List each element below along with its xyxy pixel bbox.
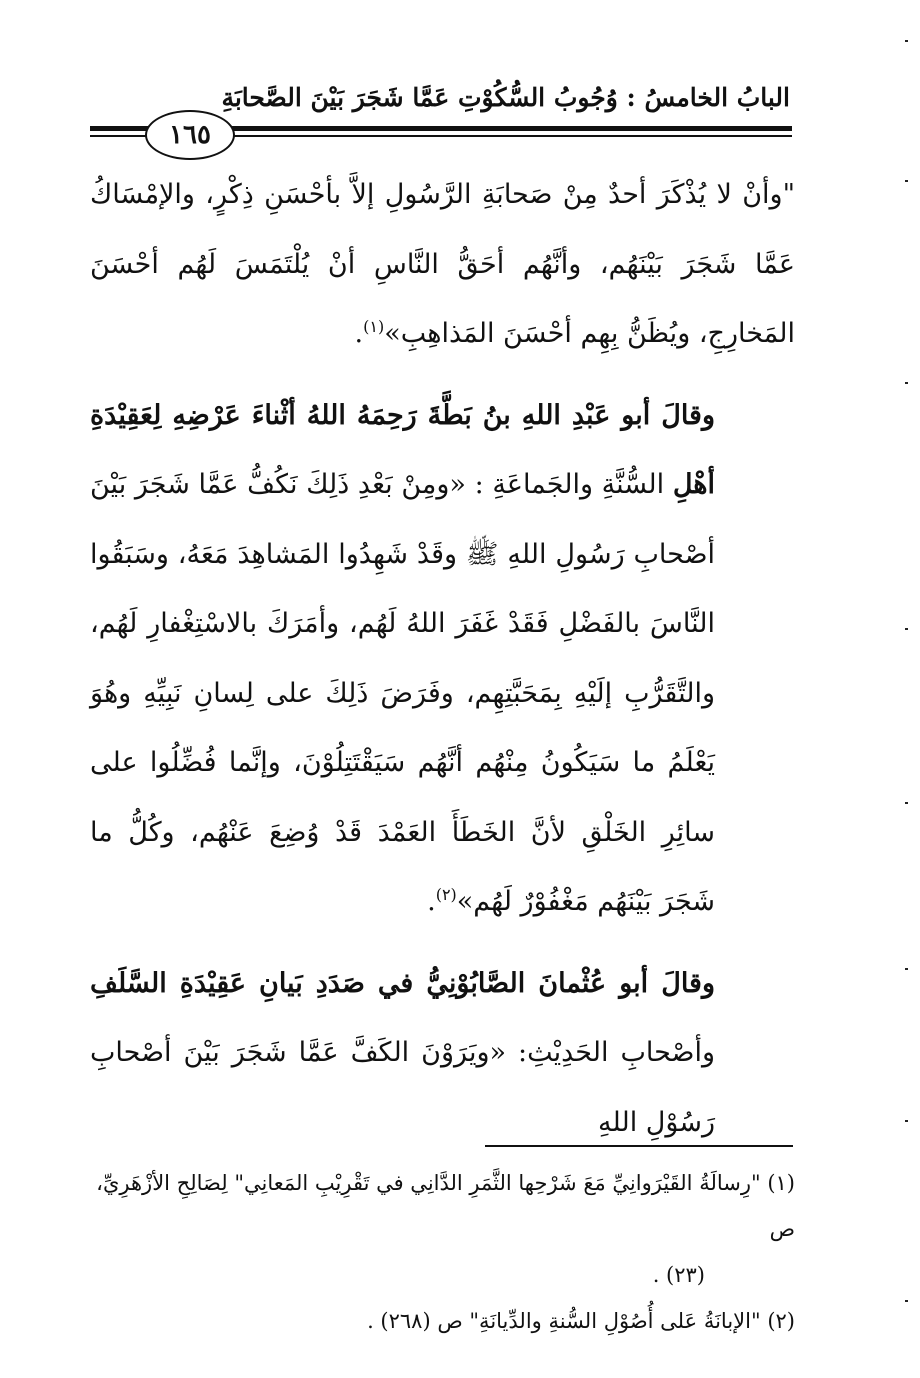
footnotes xyxy=(90,1160,795,1344)
paragraph-text: "وأنْ لا يُذْكَرَ أحدٌ مِنْ صَحابَةِ الرَّسُولِ إلاَّ بأحْسَنِ ذِكْرٍ، والإمْسَاكُ عَمَّا شَجَرَ بَيْنَهُم، وأنَّهُم أحَقُّ النَّاسِ أنْ يُلْتَمَسَ لَهُم أحْسَنَ المَخارِجِ، ويُظَنُّ بِهِم أحْسَنَ المَذاهِبِ» xyxy=(90,179,795,349)
scan-edge-mark xyxy=(905,382,908,384)
scan-edge-mark xyxy=(905,628,908,630)
paragraph-end: . xyxy=(354,318,364,349)
scan-edge-mark xyxy=(905,968,908,970)
scan-edge-mark xyxy=(905,40,908,42)
scan-edge-mark xyxy=(905,1300,908,1302)
scan-edge-mark xyxy=(905,180,908,182)
paragraph-sabuni xyxy=(90,949,795,1158)
footnote-1: (١) "رِسالَةُ القَيْرَوانِيِّ مَعَ شَرْحِها الثَّمَرِ الدَّانِي في تَقْرِيْبِ المَعانِي" لِصَالِحِ الأزْهَرِيِّ، ص xyxy=(96,1171,795,1241)
paragraph-text: السُّنَّةِ والجَماعَةِ : «ومِنْ بَعْدِ ذَلِكَ نَكُفُّ عَمَّا شَجَرَ بَيْنَ أصْحابِ رَسُولِ اللهِ ﷺ وقَدْ شَهِدُوا المَشاهِدَ مَعَهُ، وسَبَقُوا النَّاسَ بالفَضْلِ فَقَدْ غَفَرَ اللهُ لَهُم، وأمَرَكَ بالاسْتِغْفارِ لَهُم، والتَّقَرُّبِ إلَيْهِ بِمَحَبَّتِهِم، وفَرَضَ ذَلِكَ على لِسانِ نَبِيِّهِ وهُوَ يَعْلَمُ ما سَيَكُونُ مِنْهُم أنَّهُم سَيَقْتَتِلُوْنَ، وإنَّما فُضِّلُوا على سائِرِ الخَلْقِ لأنَّ الخَطَأَ العَمْدَ قَدْ وُضِعَ عَنْهُم، وكُلُّ ما شَجَرَ بَيْنَهُم مَغْفُوْرٌ لَهُم» xyxy=(90,469,715,917)
body-text xyxy=(90,160,795,1157)
page-number-oval xyxy=(145,110,235,160)
footnote-reference[interactable]: (١) xyxy=(363,317,385,336)
footnote-1-continuation: (٢٣) . xyxy=(652,1263,705,1287)
footnote-reference[interactable]: (٢) xyxy=(435,885,457,904)
paragraph-quote-qayrawani xyxy=(90,160,795,369)
footnote-separator xyxy=(485,1145,793,1147)
footnote-2: (٢) "الإبانَةُ عَلى أُصُوْلِ السُّنةِ والدِّيانَةِ" ص (٢٦٨) . xyxy=(367,1309,795,1333)
paragraph-end: . xyxy=(427,886,436,917)
paragraph-lead: وقالَ أبو عُثْمانَ الصَّابُوْنِيُّ في صَدَدِ بَيانِ عَقِيْدَةِ السَّلَفِ xyxy=(90,967,715,999)
scan-edge-mark xyxy=(905,1120,908,1122)
paragraph-ibn-batta xyxy=(90,381,795,937)
paragraph-lead: وقالَ أبو عَبْدِ اللهِ بنُ بَطَّةَ رَحِمَهُ اللهُ أثْناءَ عَرْضِهِ لِعَقِيْدَةِ أهْلِ xyxy=(90,399,715,500)
scan-edge-mark xyxy=(905,802,908,804)
paragraph-text: وأصْحابِ الحَدِيْثِ: «ويَرَوْنَ الكَفَّ عَمَّا شَجَرَ بَيْنَ أصْحابِ رَسُوْلِ اللهِ xyxy=(90,1037,715,1138)
running-header-title: البابُ الخامسُ : وُجُوبُ السُّكُوْتِ عَمَّا شَجَرَ بَيْنَ الصَّحابَةِ xyxy=(221,83,790,112)
page-number: ١٦٥ xyxy=(169,120,211,150)
